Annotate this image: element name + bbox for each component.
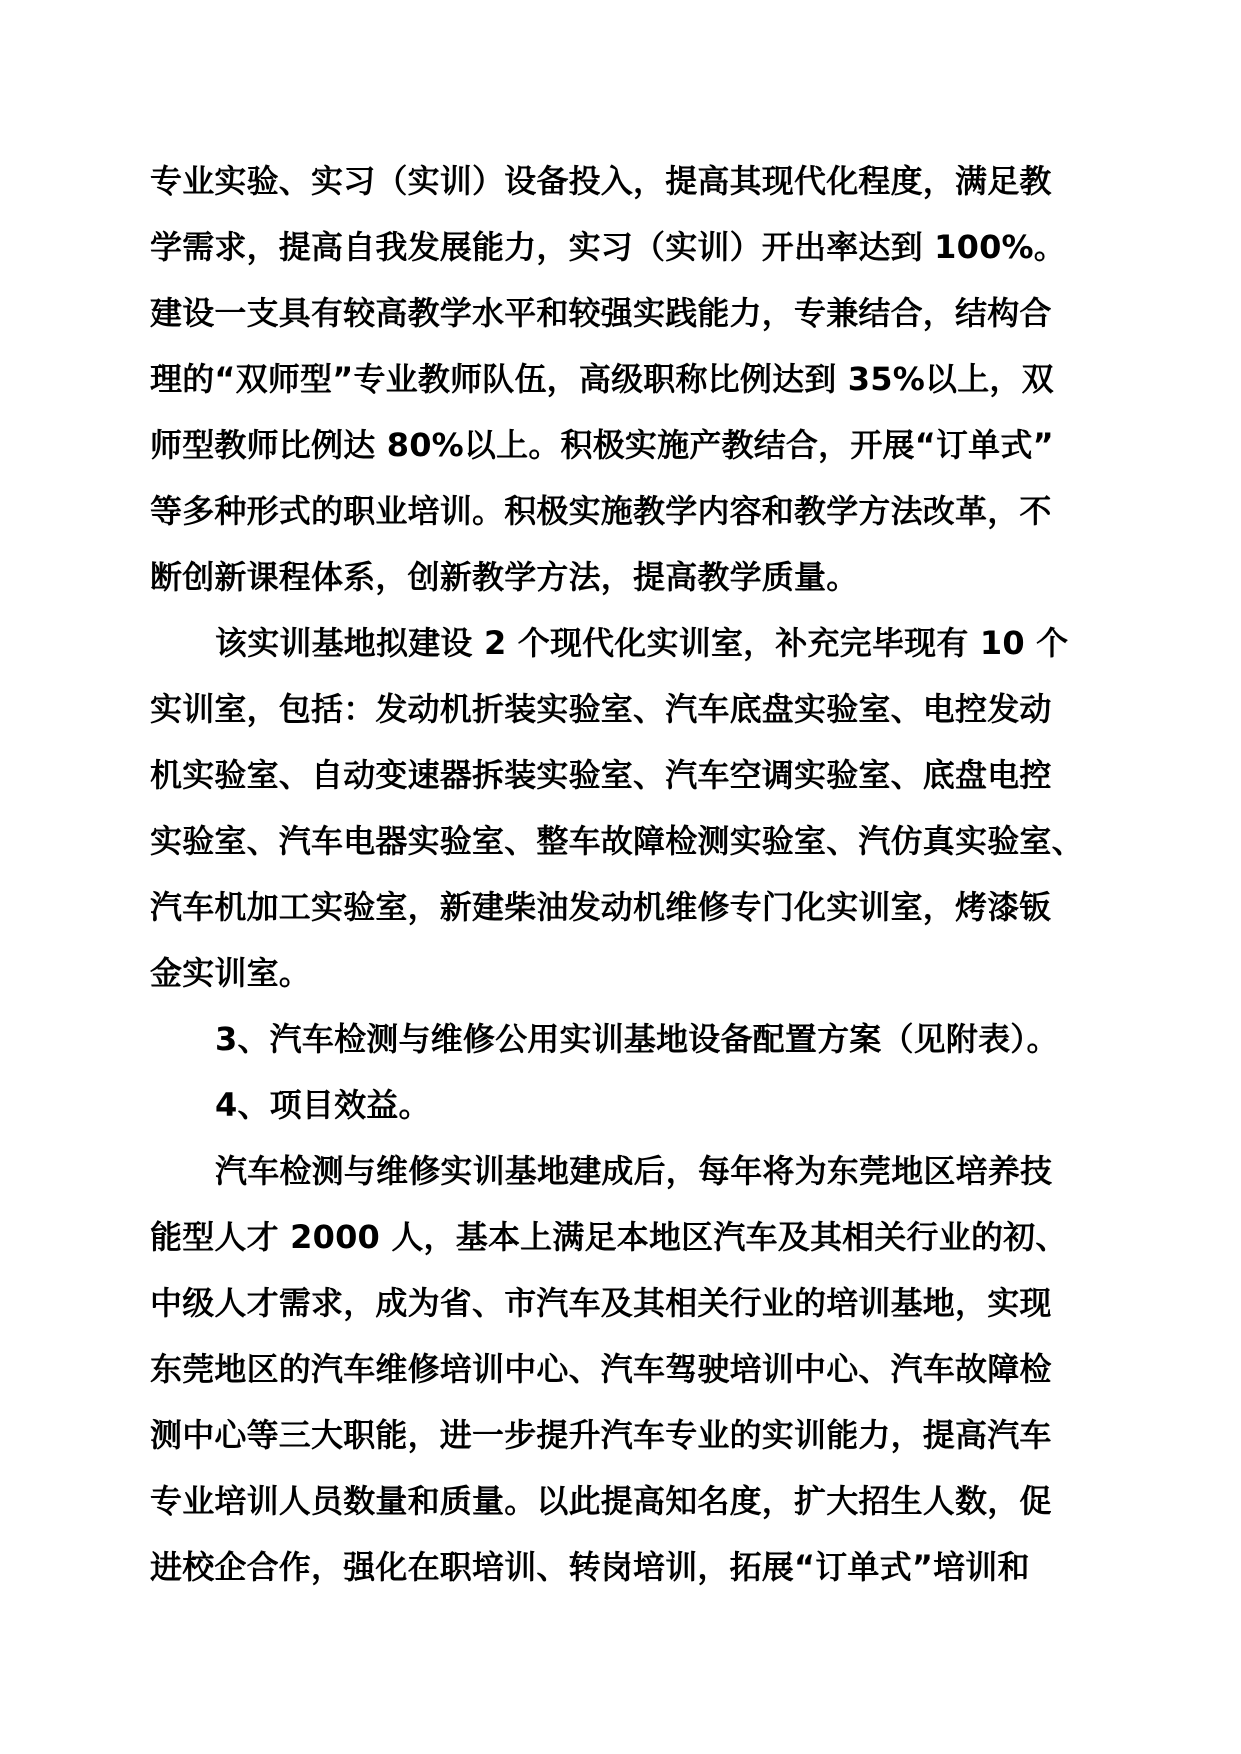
text-line: 实训室，包括：发动机折装实验室、汽车底盘实验室、电控发动	[150, 690, 1052, 728]
text-line: 金实训室。	[150, 954, 312, 992]
section-heading: 3、汽车检测与维修公用实训基地设备配置方案（见附表）。	[215, 1020, 1059, 1058]
text-line: 专业实验、实习（实训）设备投入，提高其现代化程度，满足教	[150, 162, 1052, 200]
text-line: 汽车机加工实验室，新建柴油发动机维修专门化实训室，烤漆钣	[150, 888, 1052, 926]
text-line: 学需求，提高自我发展能力，实习（实训）开出率达到 100%。	[150, 228, 1067, 266]
text-line: 师型教师比例达 80%以上。积极实施产教结合，开展“订单式”	[150, 426, 1054, 464]
text-line: 中级人才需求，成为省、市汽车及其相关行业的培训基地，实现	[150, 1284, 1052, 1322]
text-line: 等多种形式的职业培训。积极实施教学内容和教学方法改革，不	[150, 492, 1052, 530]
paragraph-first-line: 汽车检测与维修实训基地建成后，每年将为东莞地区培养技	[215, 1152, 1053, 1190]
text-line: 断创新课程体系，创新教学方法，提高教学质量。	[150, 558, 859, 596]
text-line: 建设一支具有较高教学水平和较强实践能力，专兼结合，结构合	[150, 294, 1052, 332]
text-line: 理的“双师型”专业教师队伍，高级职称比例达到 35%以上，双	[150, 360, 1054, 398]
text-line: 东莞地区的汽车维修培训中心、汽车驾驶培训中心、汽车故障检	[150, 1350, 1052, 1388]
text-line: 进校企合作，强化在职培训、转岗培训，拓展“订单式”培训和	[150, 1548, 1030, 1586]
text-line: 实验室、汽车电器实验室、整车故障检测实验室、汽仿真实验室、	[150, 822, 1084, 860]
section-heading: 4、项目效益。	[215, 1086, 431, 1124]
text-line: 能型人才 2000 人，基本上满足本地区汽车及其相关行业的初、	[150, 1218, 1068, 1256]
text-line: 专业培训人员数量和质量。以此提高知名度，扩大招生人数，促	[150, 1482, 1052, 1520]
text-line: 机实验室、自动变速器拆装实验室、汽车空调实验室、底盘电控	[150, 756, 1052, 794]
text-line: 测中心等三大职能，进一步提升汽车专业的实训能力，提高汽车	[150, 1416, 1052, 1454]
paragraph-first-line: 该实训基地拟建设 2 个现代化实训室，补充完毕现有 10 个	[215, 624, 1069, 662]
